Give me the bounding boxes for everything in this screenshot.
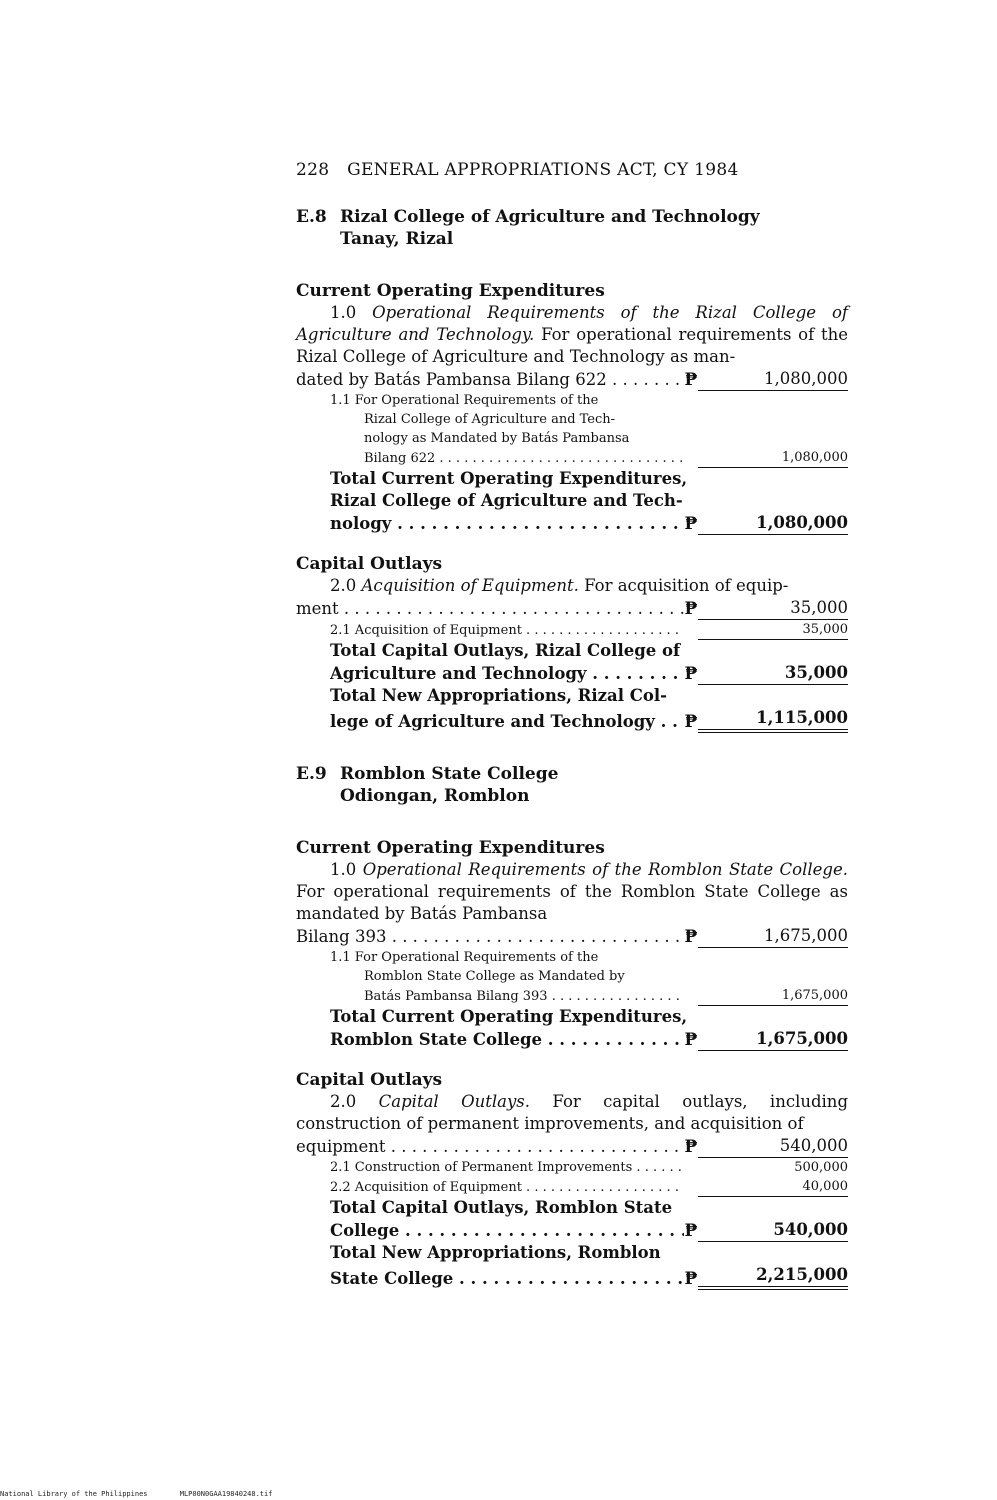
sub-item-row: 2.1 Acquisition of Equipment . . . 35,000 xyxy=(296,620,848,640)
peso-sign: ₱ xyxy=(684,514,698,533)
sub-item-text: 1.1 For Operational Requirements of the Romblon State College as Mandated by xyxy=(330,950,625,984)
total-current-label: Total Current Operating Expenditures, Rizal College of Agriculture and Tech- xyxy=(330,469,688,510)
header-title: GENERAL APPROPRIATIONS ACT, CY 1984 xyxy=(347,160,739,180)
section-title-e8 xyxy=(296,206,848,250)
capital-item-row: ment . . . ₱ 35,000 xyxy=(296,597,848,620)
amount: 500,000 xyxy=(794,1160,848,1175)
peso-sign: ₱ xyxy=(684,1137,698,1156)
section-name: Romblon State College xyxy=(340,764,559,784)
scan-footer xyxy=(0,1490,300,1498)
section-title-e9 xyxy=(296,763,848,807)
peso-sign: ₱ xyxy=(684,712,698,731)
amount: 1,675,000 xyxy=(698,925,848,948)
total-capital-row: College . . . ₱ 540,000 xyxy=(296,1219,848,1242)
peso-sign: ₱ xyxy=(684,1030,698,1049)
document-page xyxy=(296,160,848,1290)
total-new-label: Total New Appropriations, Rizal Col- xyxy=(330,686,667,705)
amount: 40,000 xyxy=(698,1177,848,1197)
total-capital-row: Agriculture and Technology . . . ₱ 35,000 xyxy=(296,662,848,685)
total-capital-label: Total Capital Outlays, Rizal College of xyxy=(330,641,681,660)
peso-sign: ₱ xyxy=(684,927,698,946)
section-location: Tanay, Rizal xyxy=(340,229,454,249)
operational-item: 1.0 Operational Requirements of the Rizal College of Agriculture and Technology. For operational requirements of the Rizal College of Agriculture and Technology as man- xyxy=(296,303,849,366)
sub-item-row: Batás Pambansa Bilang 393 . . . 1,675,000 xyxy=(296,986,848,1006)
item-title: Acquisition of Equipment. xyxy=(361,576,579,595)
peso-sign: ₱ xyxy=(684,599,698,618)
total-new-label: Total New Appropriations, Romblon xyxy=(330,1243,661,1262)
capital-item: 2.0 Capital Outlays. For capital outlays, including construction of permanent improvements, and acquisition of xyxy=(296,1092,849,1133)
amount: 1,675,000 xyxy=(698,1028,848,1051)
sub-item-row: 2.1 Construction of Permanent Improvements . . . 500,000 xyxy=(296,1158,848,1177)
library-name: National Library of the Philippines xyxy=(0,1490,148,1498)
item-title: Operational Requirements of the Rizal College of Agriculture and Technology. xyxy=(296,303,848,344)
sub-item-row: Bilang 622 . . . 1,080,000 xyxy=(296,448,848,468)
total-new-row: State College . . . ₱ 2,215,000 xyxy=(296,1264,848,1290)
section-code: E.8 xyxy=(296,207,327,227)
section-name: Rizal College of Agriculture and Technology xyxy=(340,207,760,227)
amount: 1,080,000 xyxy=(698,512,848,535)
peso-sign: ₱ xyxy=(684,370,698,389)
total-new-row: lege of Agriculture and Technology . . . ₱ 1,115,000 xyxy=(296,707,848,733)
amount: 2,215,000 xyxy=(698,1264,848,1290)
amount: 35,000 xyxy=(698,620,848,640)
amount: 1,115,000 xyxy=(698,707,848,733)
amount: 1,080,000 xyxy=(698,448,848,468)
total-current-row: Romblon State College . . . ₱ 1,675,000 xyxy=(296,1028,848,1051)
amount: 540,000 xyxy=(698,1135,848,1158)
peso-sign: ₱ xyxy=(684,1221,698,1240)
file-name: MLP00N0GAA19840248.tif xyxy=(179,1490,273,1498)
item-title: Operational Requirements of the Romblon State College. xyxy=(362,860,848,879)
capital-item-row: equipment . . . ₱ 540,000 xyxy=(296,1135,848,1158)
operational-item-total-row: dated by Batás Pambansa Bilang 622 . . . ₱ 1,080,000 xyxy=(296,368,848,391)
operational-item: 1.0 Operational Requirements of the Romblon State College. For operational requirements of the Romblon State College as mandated by Batás Pambansa xyxy=(296,860,848,923)
capital-outlays-heading: Capital Outlays xyxy=(296,1070,443,1090)
amount: 35,000 xyxy=(698,597,848,620)
running-header xyxy=(296,160,848,180)
total-current-label: Total Current Operating Expenditures, xyxy=(330,1007,688,1026)
current-expenditures-heading: Current Operating Expenditures xyxy=(296,281,605,301)
section-code: E.9 xyxy=(296,764,327,784)
amount: 540,000 xyxy=(698,1219,848,1242)
item-title: Capital Outlays. xyxy=(378,1092,531,1111)
sub-item-row: 2.2 Acquisition of Equipment . . . 40,000 xyxy=(296,1177,848,1197)
operational-item-total-row: Bilang 393 . . . ₱ 1,675,000 xyxy=(296,925,848,948)
current-expenditures-heading: Current Operating Expenditures xyxy=(296,838,605,858)
page-number: 228 xyxy=(296,160,330,180)
capital-item: 2.0 Acquisition of Equipment. For acquisition of equip- xyxy=(330,576,789,595)
sub-item-text: 1.1 For Operational Requirements of the Rizal College of Agriculture and Tech- nology as Mandated by Batás Pambansa xyxy=(330,393,630,446)
amount: 1,675,000 xyxy=(698,986,848,1006)
section-location: Odiongan, Romblon xyxy=(340,786,530,806)
total-current-row: nology . . . ₱ 1,080,000 xyxy=(296,512,848,535)
peso-sign: ₱ xyxy=(684,1269,698,1288)
capital-outlays-heading: Capital Outlays xyxy=(296,554,443,574)
peso-sign: ₱ xyxy=(684,664,698,683)
amount: 35,000 xyxy=(698,662,848,685)
amount: 1,080,000 xyxy=(698,368,848,391)
total-capital-label: Total Capital Outlays, Romblon State xyxy=(330,1198,673,1217)
